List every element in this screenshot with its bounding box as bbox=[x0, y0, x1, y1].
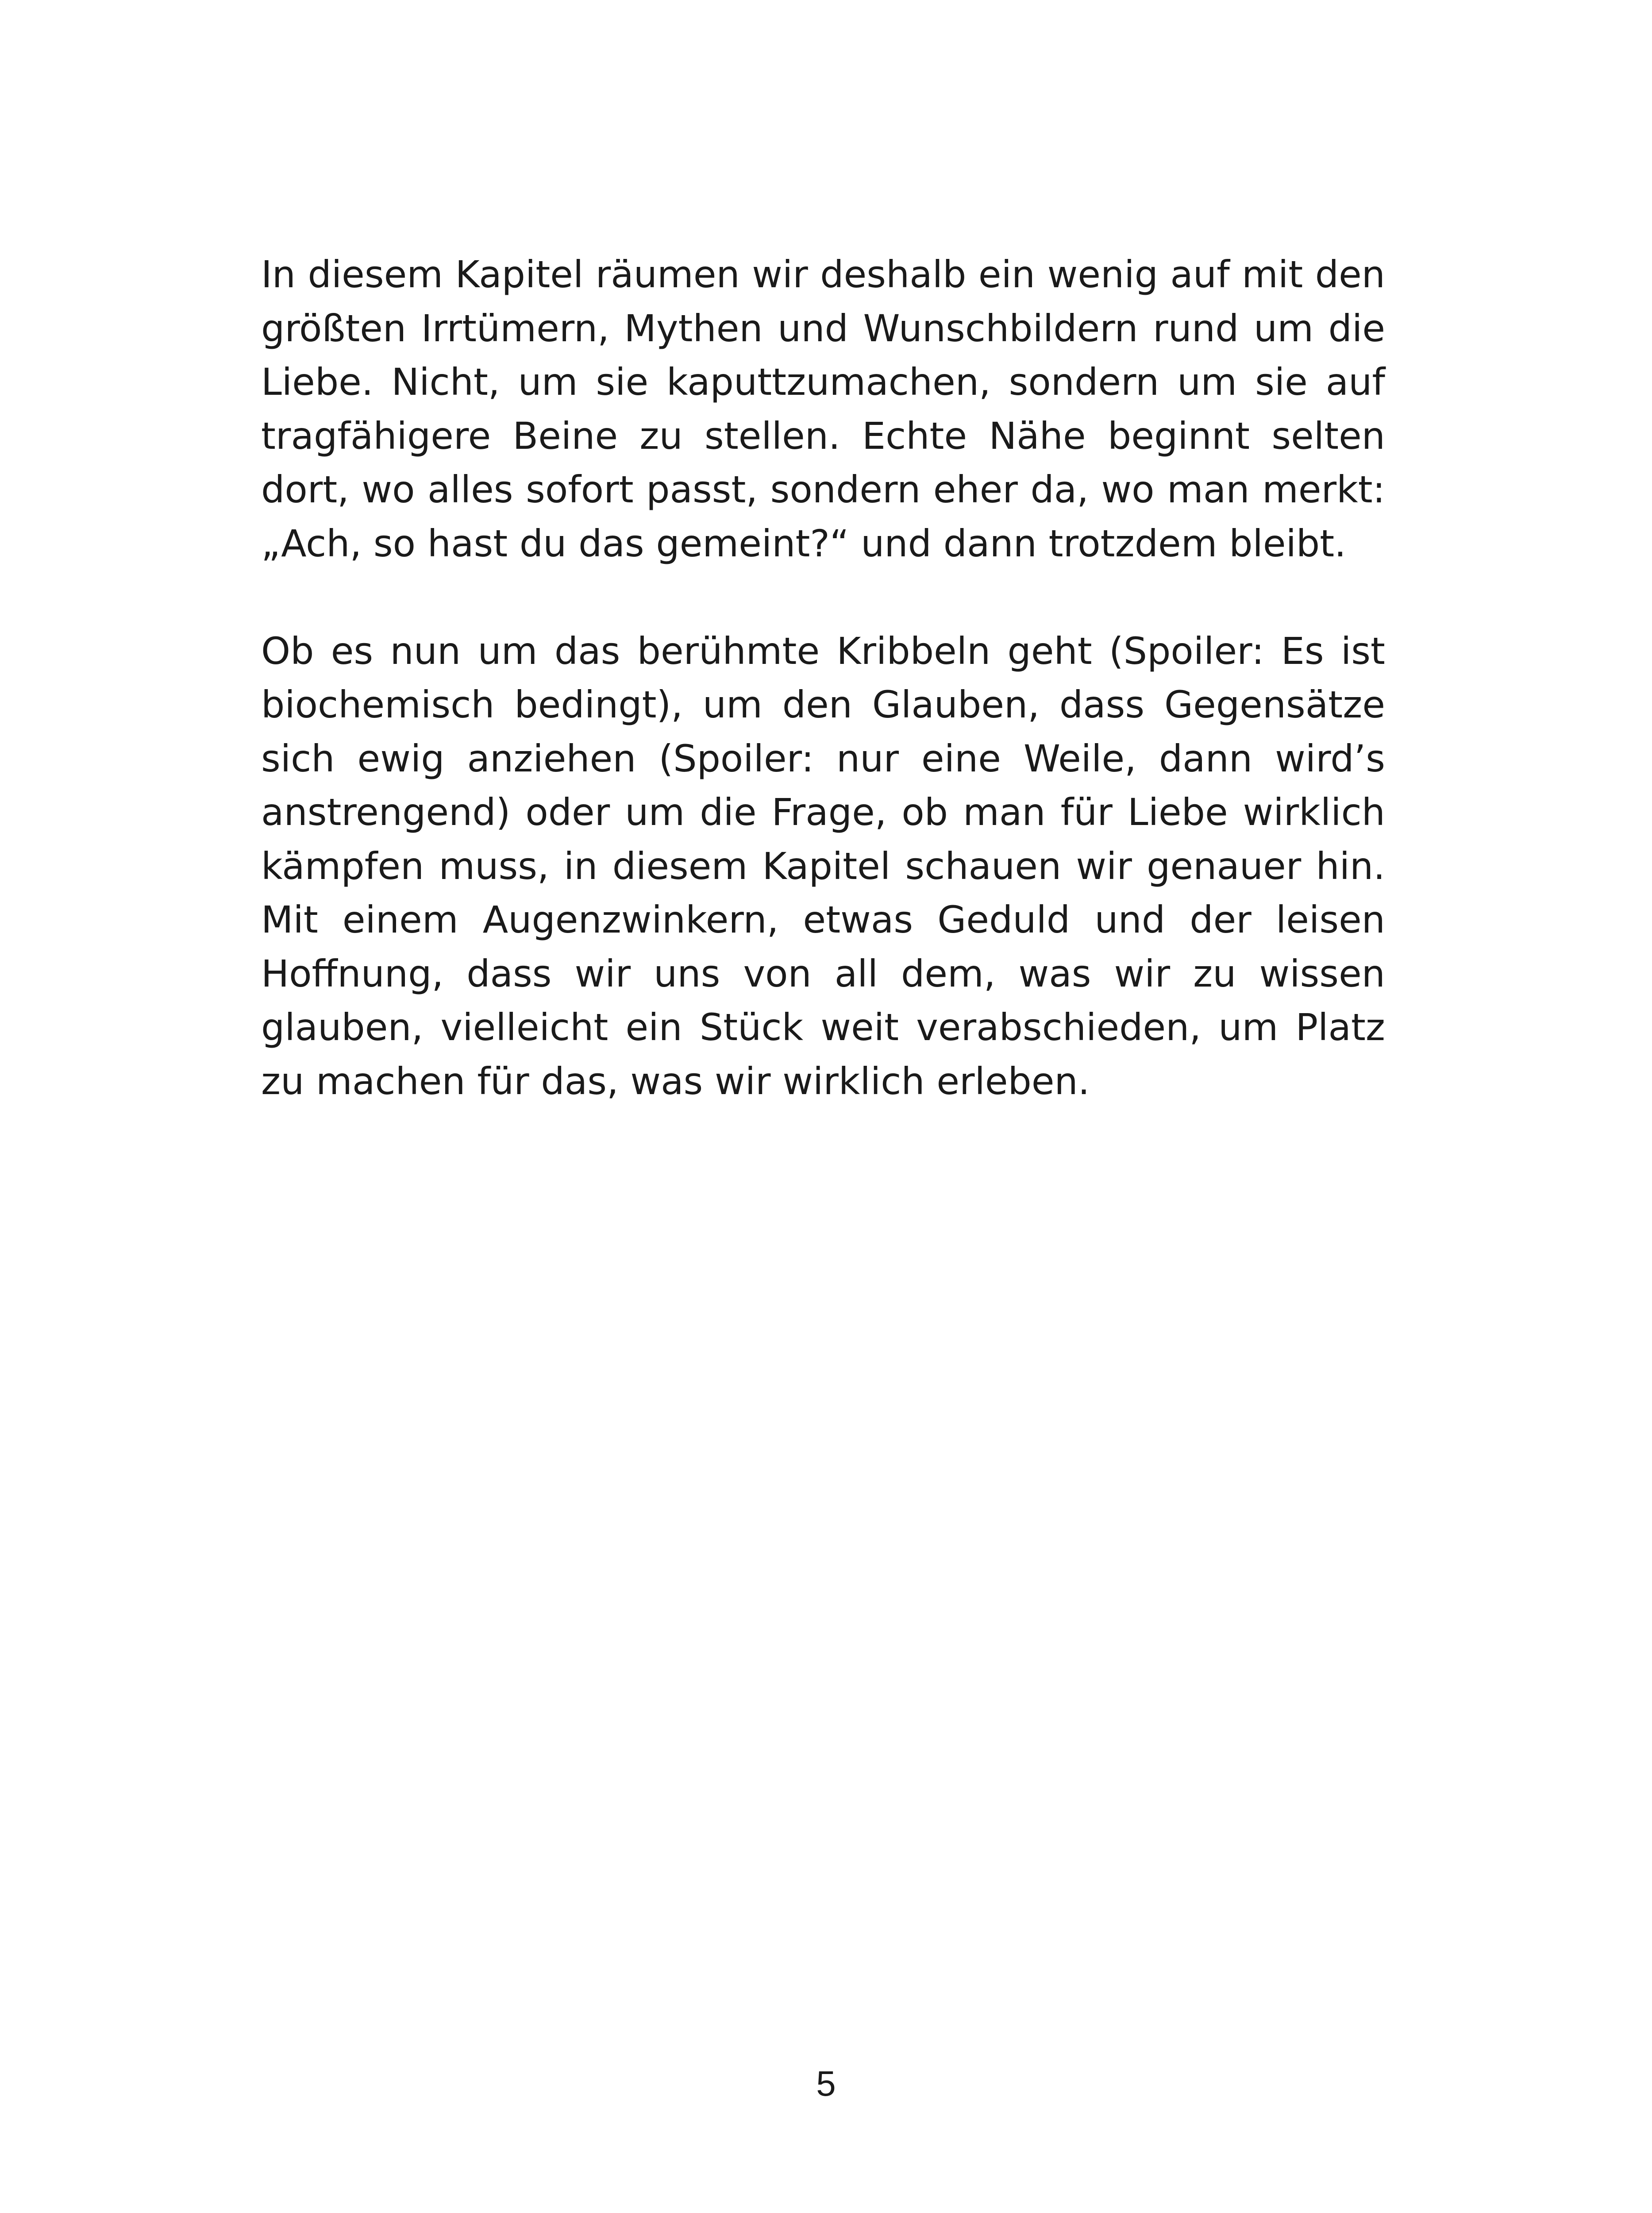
page-number: 5 bbox=[816, 2064, 836, 2103]
paragraph-1: In diesem Kapitel räumen wir deshalb ein wenig auf mit den größten Irrtümern, Mythen und Wunschbildern rund um die Liebe. Nicht, um sie kaputtzumachen, sondern um sie auf tragfähigere Beine zu stellen. Echte Nähe beginnt selten dort, wo alles sofort passt, sondern eher da, wo man merkt: „Ach, so hast du das gemeint?“ und dann trotzdem bleibt. bbox=[261, 253, 1385, 565]
body-text bbox=[261, 248, 1385, 1108]
paragraph-2: Ob es nun um das berühmte Kribbeln geht (Spoiler: Es ist biochemisch bedingt), um den Glauben, dass Gegensätze sich ewig anziehen (Spoiler: nur eine Weile, dann wird’s anstrengend) oder um die Frage, ob man für Liebe wirklich kämpfen muss, in diesem Kapitel schauen wir genauer hin. Mit einem Augenzwinkern, etwas Geduld und der leisen Hoffnung, dass wir uns von all dem, was wir zu wissen glauben, vielleicht ein Stück weit verabschieden, um Platz zu machen für das, was wir wirklich erleben. bbox=[261, 629, 1385, 1103]
